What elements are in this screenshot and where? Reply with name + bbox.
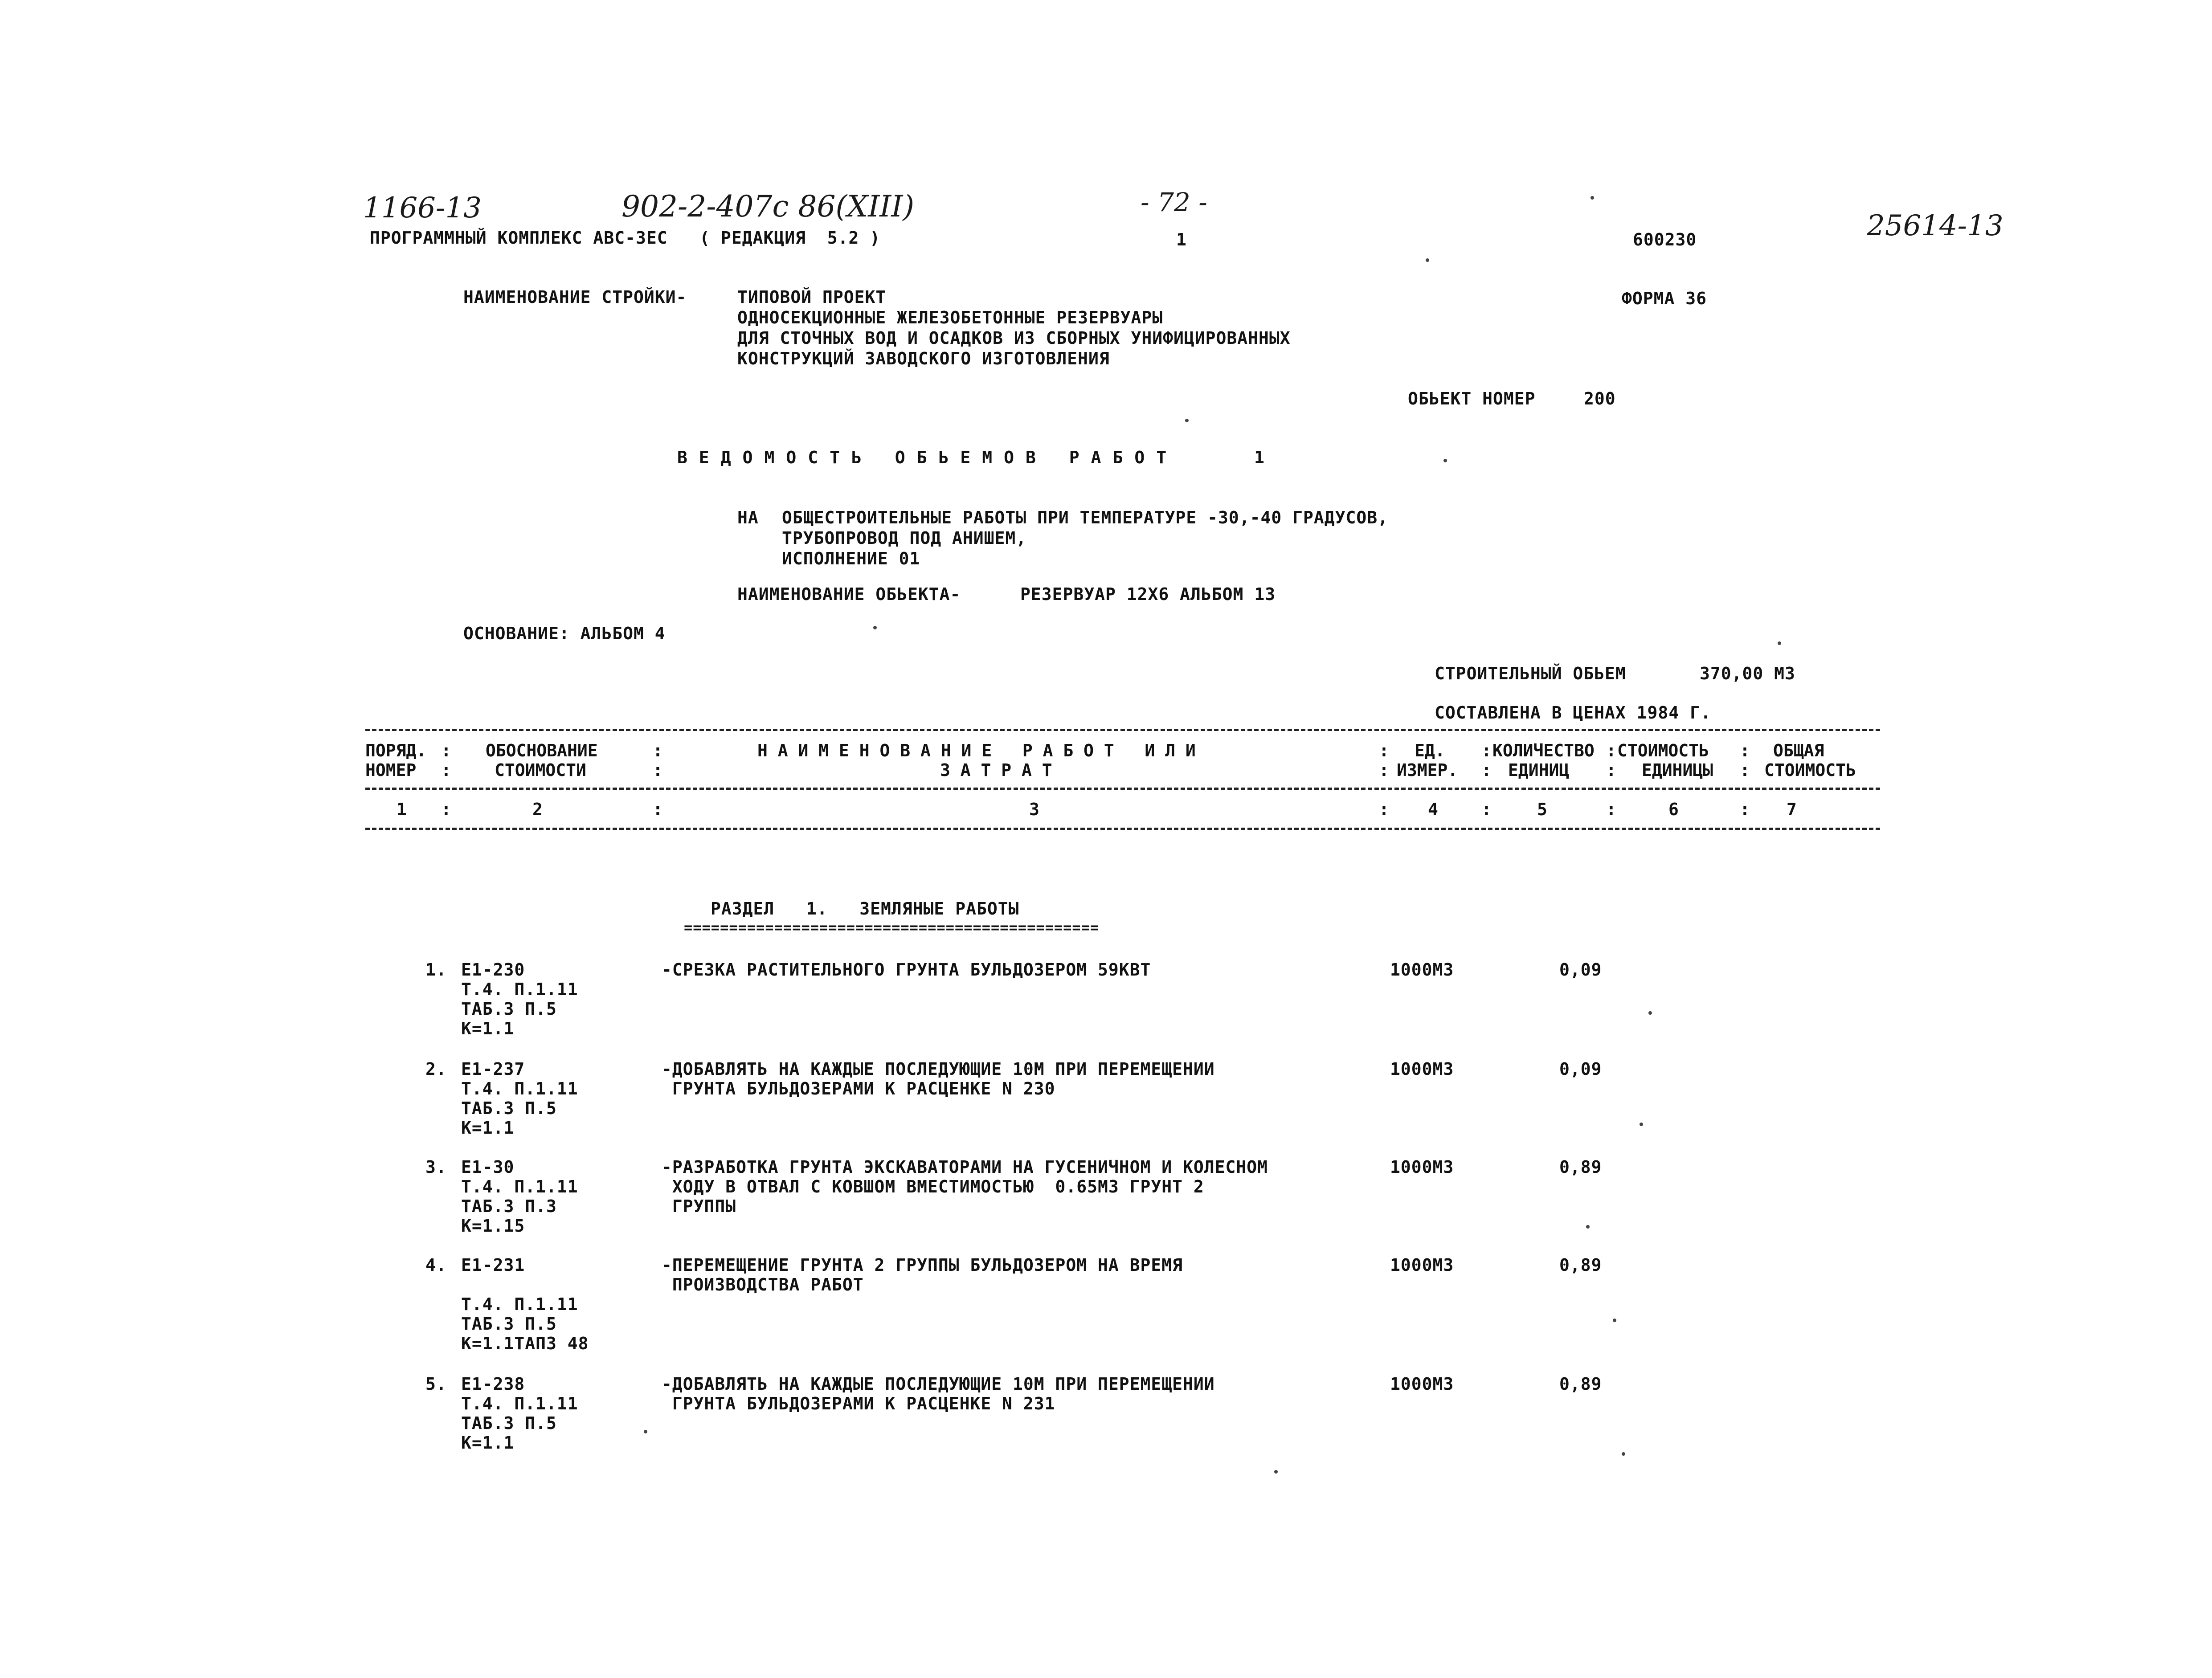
scan-speck	[1426, 258, 1429, 262]
row-3-name-1: -РАЗРАБОТКА ГРУНТА ЭКСКАВАТОРАМИ НА ГУСЕНИЧНОМ И КОЛЕСНОМ	[662, 1157, 1268, 1177]
header-separator: :	[1740, 760, 1750, 780]
row-5-basis-2: Т.4. П.1.11	[461, 1394, 578, 1413]
document-code: 600230	[1633, 230, 1697, 249]
row-2-unit: 1000М3	[1390, 1059, 1454, 1079]
prices-line: СОСТАВЛЕНА В ЦЕНАХ 1984 Г.	[1435, 703, 1711, 723]
col1-header-line-2: НОМЕР	[365, 760, 417, 780]
for-label: НА	[737, 508, 759, 527]
for-line-3: ИСПОЛНЕНИЕ 01	[782, 549, 920, 568]
header-separator: :	[1379, 741, 1389, 760]
scan-speck	[1591, 196, 1594, 200]
col6-header-line-1: СТОИМОСТЬ	[1617, 741, 1709, 760]
form-label: ФОРМА 36	[1622, 289, 1707, 308]
header-separator: :	[653, 760, 663, 780]
row-1-name-1: -СРЕЗКА РАСТИТЕЛЬНОГО ГРУНТА БУЛЬДОЗЕРОМ 59КВТ	[662, 960, 1151, 980]
header-separator: :	[1379, 760, 1389, 780]
col-number-3: 3	[1029, 800, 1039, 819]
header-separator: :	[653, 741, 663, 760]
col5-header-line-1: КОЛИЧЕСТВО	[1492, 741, 1595, 760]
row-2-quantity: 0,09	[1559, 1059, 1602, 1079]
header-separator: :	[1740, 741, 1750, 760]
header-separator: :	[1606, 741, 1616, 760]
row-1-number: 1.	[425, 960, 447, 980]
col-number-6: 6	[1668, 800, 1679, 819]
scan-speck	[1622, 1452, 1625, 1456]
handwritten-project-code: 902-2-407c 86(XIII)	[621, 189, 915, 224]
row-5-basis-1: Е1-238	[461, 1374, 525, 1394]
table-rule-middle	[365, 788, 1880, 790]
col4-header-line-2: ИЗМЕР.	[1397, 760, 1458, 780]
table-rule-bottom	[365, 828, 1880, 830]
row-3-name-2: ХОДУ В ОТВАЛ С КОВШОМ ВМЕСТИМОСТЬЮ 0.65М3 ГРУНТ 2	[662, 1177, 1204, 1196]
table-rule-top	[365, 729, 1880, 731]
row-3-basis-2: Т.4. П.1.11	[461, 1177, 578, 1196]
col-number-1: 1	[397, 800, 407, 819]
row-1-basis-4: К=1.1	[461, 1019, 515, 1038]
header-separator: :	[1606, 760, 1616, 780]
number-separator: :	[1481, 800, 1492, 819]
row-name-line-4: КОНСТРУКЦИЙ ЗАВОДСКОГО ИЗГОТОВЛЕНИЯ	[737, 349, 1110, 368]
header-separator: :	[1481, 741, 1492, 760]
row-3-name-3: ГРУППЫ	[662, 1196, 736, 1216]
row-1-quantity: 0,09	[1559, 960, 1602, 980]
row-1-basis-3: ТАБ.3 П.5	[461, 999, 557, 1019]
col-number-2: 2	[532, 800, 543, 819]
row-5-quantity: 0,89	[1559, 1374, 1602, 1394]
col3-header-line-2: З А Т Р А Т	[940, 760, 1052, 780]
row-name-line-2: ОДНОСЕКЦИОННЫЕ ЖЕЛЕЗОБЕТОННЫЕ РЕЗЕРВУАРЫ	[737, 308, 1163, 327]
row-4-unit: 1000М3	[1390, 1255, 1454, 1275]
scan-speck	[1274, 1470, 1278, 1474]
col2-header-line-1: ОБОСНОВАНИЕ	[486, 741, 598, 760]
handwritten-page-number: - 72 -	[1141, 187, 1207, 217]
row-2-name-1: -ДОБАВЛЯТЬ НА КАЖДЫЕ ПОСЛЕДУЮЩИЕ 10М ПРИ ПЕРЕМЕЩЕНИИ	[662, 1059, 1215, 1079]
object-name-value: РЕЗЕРВУАР 12Х6 АЛЬБОМ 13	[1020, 584, 1276, 604]
row-4-name-2: ПРОИЗВОДСТВА РАБОТ	[662, 1275, 864, 1294]
row-5-unit: 1000М3	[1390, 1374, 1454, 1394]
row-2-basis-3: ТАБ.3 П.5	[461, 1098, 557, 1118]
row-3-basis-1: Е1-30	[461, 1157, 515, 1177]
row-5-name-1: -ДОБАВЛЯТЬ НА КАЖДЫЕ ПОСЛЕДУЮЩИЕ 10М ПРИ ПЕРЕМЕЩЕНИИ	[662, 1374, 1215, 1394]
scan-speck	[1443, 459, 1447, 462]
row-name-line-1: ТИПОВОЙ ПРОЕКТ	[737, 287, 887, 307]
col-number-7: 7	[1787, 800, 1797, 819]
row-1-basis-1: Е1-230	[461, 960, 525, 980]
row-4-basis-3: Т.4. П.1.11	[461, 1294, 578, 1314]
col5-header-line-2: ЕДИНИЦ	[1508, 760, 1570, 780]
scan-speck	[1613, 1319, 1616, 1322]
row-1-basis-2: Т.4. П.1.11	[461, 980, 578, 999]
row-4-number: 4.	[425, 1255, 447, 1275]
col-number-4: 4	[1428, 800, 1438, 819]
number-separator: :	[1379, 800, 1389, 819]
row-1-unit: 1000М3	[1390, 960, 1454, 980]
row-5-number: 5.	[425, 1374, 447, 1394]
object-number-value: 200	[1584, 389, 1616, 408]
row-2-basis-1: Е1-237	[461, 1059, 525, 1079]
row-4-quantity: 0,89	[1559, 1255, 1602, 1275]
volume-value: 370,00 М3	[1700, 664, 1795, 683]
row-4-name-1: -ПЕРЕМЕЩЕНИЕ ГРУНТА 2 ГРУППЫ БУЛЬДОЗЕРОМ НА ВРЕМЯ	[662, 1255, 1183, 1275]
scan-speck	[1648, 1011, 1652, 1015]
col7-header-line-2: СТОИМОСТЬ	[1764, 760, 1856, 780]
col7-header-line-1: ОБЩАЯ	[1773, 741, 1824, 760]
header-separator: :	[1481, 760, 1492, 780]
scan-speck	[1640, 1123, 1643, 1126]
scan-speck	[873, 626, 877, 629]
scan-speck	[1185, 419, 1189, 422]
header-separator: :	[441, 741, 451, 760]
handwritten-sheet-code: 1166-13	[363, 192, 482, 225]
row-3-quantity: 0,89	[1559, 1157, 1602, 1177]
col4-header-line-1: ЕД.	[1415, 741, 1445, 760]
row-3-unit: 1000М3	[1390, 1157, 1454, 1177]
number-separator: :	[1606, 800, 1616, 819]
row-2-name-2: ГРУНТА БУЛЬДОЗЕРАМИ К РАСЦЕНКЕ N 230	[662, 1079, 1055, 1098]
document-title: ВЕДОМОСТЬ ОБЬЕМОВ РАБОТ	[677, 448, 1178, 467]
section-underline: ==============================================	[684, 919, 1100, 936]
row-5-basis-4: К=1.1	[461, 1433, 515, 1453]
row-name-line-3: ДЛЯ СТОЧНЫХ ВОД И ОСАДКОВ ИЗ СБОРНЫХ УНИФИЦИРОВАННЫХ	[737, 328, 1291, 348]
row-5-basis-3: ТАБ.3 П.5	[461, 1413, 557, 1433]
row-4-basis-1: Е1-231	[461, 1255, 525, 1275]
page-mark: 1	[1176, 230, 1187, 249]
number-separator: :	[441, 800, 451, 819]
col1-header-line-1: ПОРЯД.	[365, 741, 427, 760]
row-4-basis-5: К=1.1ТАП3 48	[461, 1334, 589, 1353]
scan-speck	[1586, 1225, 1590, 1229]
section-title: РАЗДЕЛ 1. ЗЕМЛЯНЫЕ РАБОТЫ	[711, 899, 1019, 919]
row-2-basis-2: Т.4. П.1.11	[461, 1079, 578, 1098]
header-separator: :	[441, 760, 451, 780]
col6-header-line-2: ЕДИНИЦЫ	[1642, 760, 1713, 780]
object-name-label: НАИМЕНОВАНИЕ ОБЬЕКТА-	[737, 584, 961, 604]
row-3-basis-4: К=1.15	[461, 1216, 525, 1236]
document-title-number: 1	[1254, 448, 1265, 467]
row-2-basis-4: К=1.1	[461, 1118, 515, 1138]
program-line: ПРОГРАММНЫЙ КОМПЛЕКС АВС-ЗЕС ( РЕДАКЦИЯ 5.2 )	[370, 228, 881, 248]
scan-speck	[644, 1430, 647, 1433]
object-number-label: ОБЬЕКТ НОМЕР	[1408, 389, 1536, 408]
row-3-basis-3: ТАБ.3 П.3	[461, 1196, 557, 1216]
row-5-name-2: ГРУНТА БУЛЬДОЗЕРАМИ К РАСЦЕНКЕ N 231	[662, 1394, 1055, 1413]
scan-speck	[1778, 641, 1781, 645]
handwritten-archive-number: 25614-13	[1867, 209, 2003, 242]
number-separator: :	[653, 800, 663, 819]
row-2-number: 2.	[425, 1059, 447, 1079]
volume-label: СТРОИТЕЛЬНЫЙ ОБЬЕМ	[1435, 664, 1626, 683]
col2-header-line-2: СТОИМОСТИ	[495, 760, 586, 780]
for-line-2: ТРУБОПРОВОД ПОД АНИШЕМ,	[782, 528, 1027, 548]
row-name-label: НАИМЕНОВАНИЕ СТРОЙКИ-	[463, 287, 687, 307]
row-4-basis-4: ТАБ.3 П.5	[461, 1314, 557, 1334]
col3-header-line-1: Н А И М Е Н О В А Н И Е Р А Б О Т И Л И	[757, 741, 1196, 760]
for-line-1: ОБЩЕСТРОИТЕЛЬНЫЕ РАБОТЫ ПРИ ТЕМПЕРАТУРЕ -30,-40 ГРАДУСОВ,	[782, 508, 1389, 527]
basis-line: ОСНОВАНИЕ: АЛЬБОМ 4	[463, 624, 666, 643]
row-3-number: 3.	[425, 1157, 447, 1177]
number-separator: :	[1740, 800, 1750, 819]
col-number-5: 5	[1537, 800, 1547, 819]
